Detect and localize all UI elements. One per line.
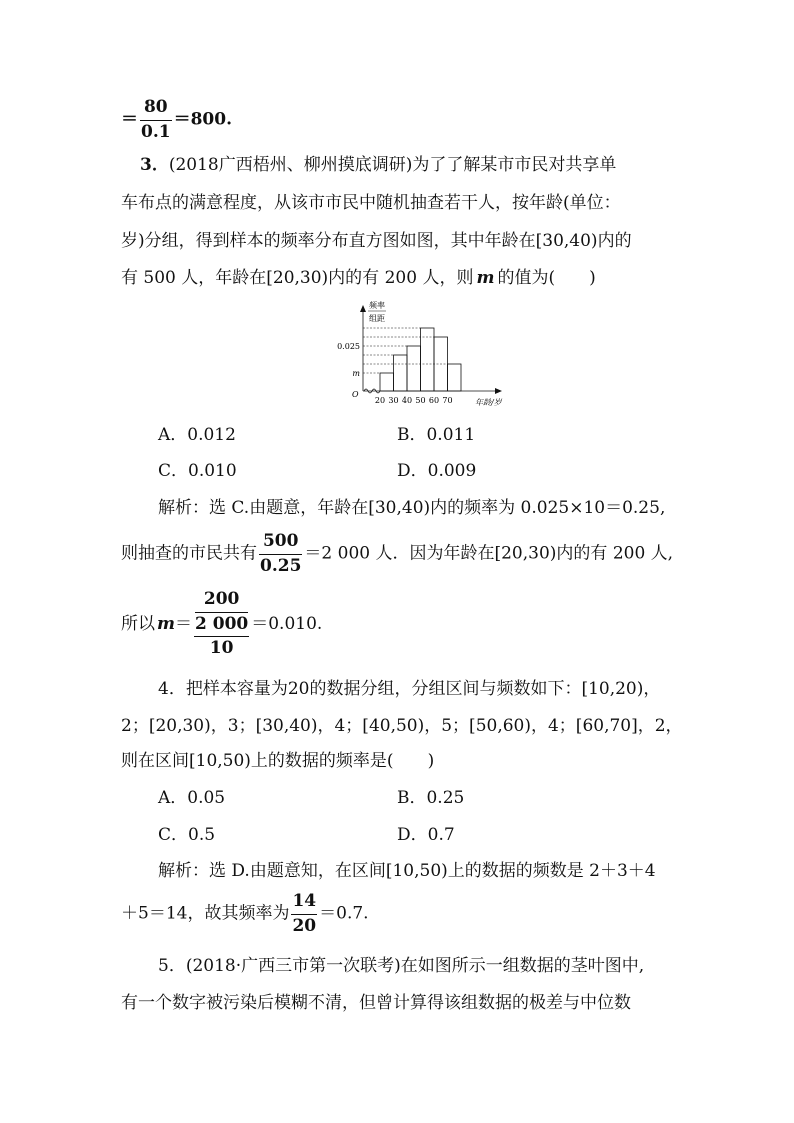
chart-y-tick-label: 0.025	[337, 342, 360, 351]
q3-line-1	[140, 157, 616, 174]
chart-x-tick-label: 50	[415, 396, 426, 405]
q4-option-d: D．0.7	[397, 825, 455, 845]
frequency-histogram	[330, 298, 505, 410]
q3-sol-3-mid: 2 000	[195, 613, 249, 634]
chart-x-tick-label: 40	[401, 396, 413, 405]
q3-number: 3．	[140, 155, 169, 175]
q3-line-2: 车布点的满意程度，从该市市民中随机抽查若干人，按年龄(单位：	[121, 193, 621, 213]
q3-option-c: C．0.010	[158, 461, 237, 481]
q3-sol-3-prefix: 所以	[121, 613, 155, 634]
intro-line	[121, 98, 232, 142]
q3-sol-2-den: 0.25	[260, 555, 302, 576]
q4-option-a: A．0.05	[158, 788, 226, 808]
q4-sol-2-den: 20	[292, 915, 317, 936]
q3-sol-3-compound-fraction	[194, 590, 249, 659]
chart-ylabel-top: 频率	[369, 301, 385, 310]
q3-sol-2-suffix: ＝2 000 人．因为年龄在[20,30)内的有 200 人,	[304, 543, 674, 564]
chart-x-tick-label: 60	[428, 396, 440, 405]
chart-y-arrow	[360, 305, 366, 312]
chart-bar	[448, 364, 462, 391]
q3-sol-3-suffix: ＝0.010.	[251, 613, 323, 634]
q3-text-4b: 的值为( )	[497, 268, 596, 288]
q3-sol-2-fraction	[259, 532, 302, 576]
chart-y-tick-label: m	[352, 369, 360, 378]
q3-line-4	[121, 270, 596, 287]
chart-bar	[394, 355, 408, 391]
chart-bar	[380, 373, 394, 391]
chart-x-tick-label: 30	[388, 396, 399, 405]
intro-frac-num: 80	[140, 98, 172, 121]
intro-frac-den: 0.1	[141, 121, 171, 142]
q3-option-a: A．0.012	[158, 425, 236, 445]
q3-sol-3-num: 200	[195, 590, 248, 613]
chart-x-tick-label: 20	[374, 396, 386, 405]
q4-line-2: 2；[20,30)，3；[30,40)，4；[40,50)，5；[50,60)，4；[60,70]，2，	[121, 716, 683, 736]
chart-bar	[421, 328, 435, 391]
intro-fraction	[140, 98, 172, 142]
q5-line-2: 有一个数字被污染后模糊不清，但曾计算得该组数据的极差与中位数	[121, 993, 631, 1013]
q4-option-c: C．0.5	[158, 825, 216, 845]
chart-bar	[407, 346, 421, 391]
chart-x-tick-label: 70	[442, 396, 453, 405]
q4-sol-2-suffix: ＝0.7.	[319, 903, 369, 924]
q4-option-b: B．0.25	[397, 788, 465, 808]
q3-option-d: D．0.009	[397, 461, 477, 481]
q4-sol-2-fraction	[291, 892, 317, 936]
q3-sol-3-eq: ＝	[175, 613, 192, 634]
q3-solution-line-1: 解析：选 C.由题意，年龄在[30,40)内的频率为 0.025×10＝0.25,	[158, 498, 666, 518]
q3-sol-3-var-m: m	[157, 613, 175, 634]
q4-sol-2-prefix: ＋5＝14，故其频率为	[121, 903, 290, 924]
q4-solution-line-2	[121, 892, 369, 936]
q4-line-3: 则在区间[10,50)上的数据的频率是( )	[121, 751, 435, 771]
chart-origin: O	[352, 390, 359, 399]
q3-var-m: m	[476, 268, 495, 288]
q4-line-1: 4．把样本容量为20的数据分组，分组区间与频数如下：[10,20)，	[158, 679, 661, 699]
q3-option-b: B．0.011	[397, 425, 476, 445]
q3-text-1: (2018广西梧州、柳州摸底调研)为了了解某市市民对共享单	[168, 155, 617, 175]
q4-solution-line-1: 解析：选 D.由题意知，在区间[10,50)上的数据的频数是 2＋3＋4	[158, 861, 656, 881]
q5-line-1: 5．(2018·广西三市第一次联考)在如图所示一组数据的茎叶图中,	[158, 956, 645, 976]
q3-solution-line-3	[121, 590, 322, 659]
q3-sol-2-num: 500	[259, 532, 302, 555]
q4-sol-2-num: 14	[291, 892, 317, 915]
chart-ylabel-bottom: 组距	[369, 314, 385, 323]
intro-suffix: ＝800.	[173, 109, 232, 130]
q3-text-4a: 有 500 人，年龄在[20,30)内的有 200 人，则	[121, 268, 474, 288]
intro-prefix: ＝	[121, 109, 138, 130]
q3-sol-3-den: 10	[209, 638, 234, 659]
chart-xlabel: 年龄/岁	[475, 398, 502, 407]
chart-x-arrow	[495, 388, 502, 394]
q3-solution-line-2	[121, 532, 673, 576]
q3-line-3: 岁)分组，得到样本的频率分布直方图如图，其中年龄在[30,40)内的	[121, 231, 632, 251]
q3-sol-3-inner-fraction	[194, 590, 249, 637]
q3-sol-2-prefix: 则抽查的市民共有	[121, 543, 257, 564]
